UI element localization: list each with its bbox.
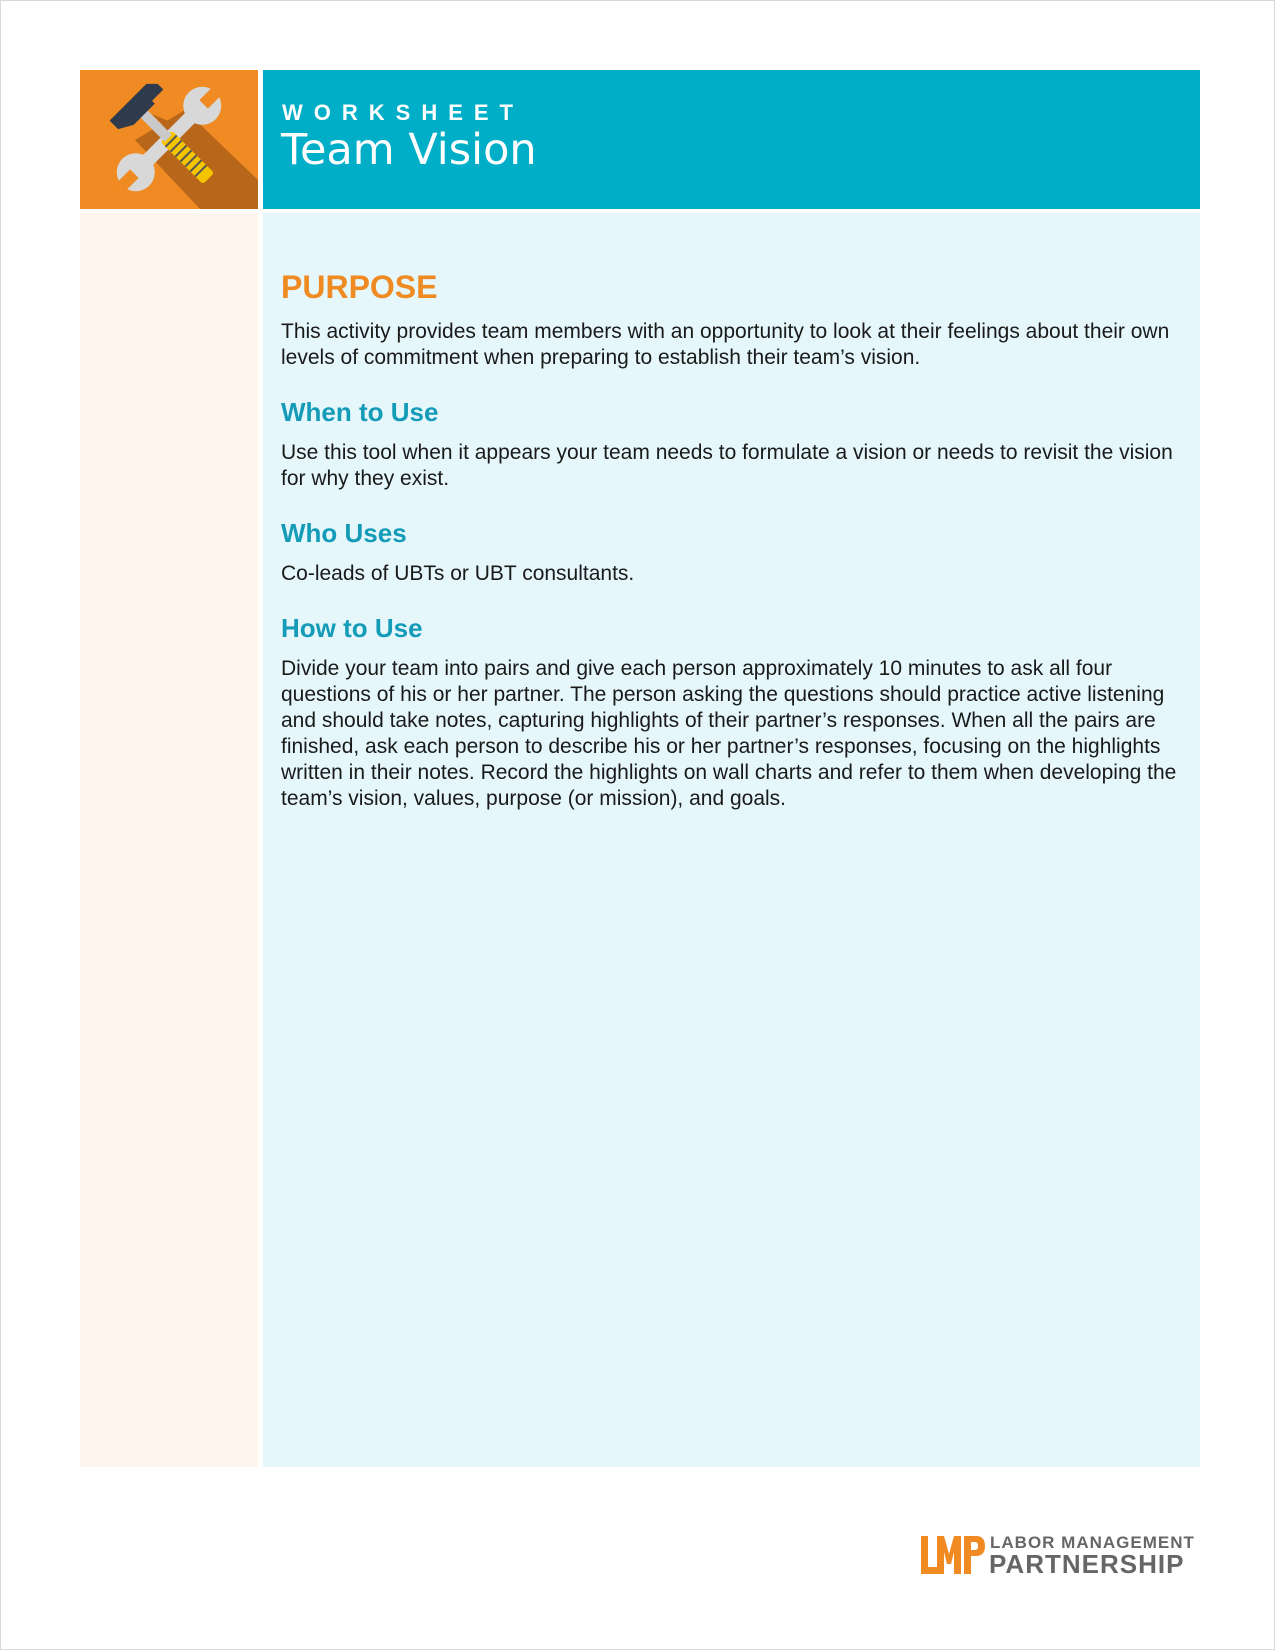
main-content-panel	[263, 213, 1200, 1467]
how-to-use-text: Divide your team into pairs and give each person approximately 10 minutes to ask all four questions of his or her partner. The person asking the questions should practice active listening and should take notes, capturing highlights of their partner’s responses. When all the pairs are finished, ask each person to describe his or her partner’s responses, focusing on the highlights written in their notes. Record the highlights on wall charts and refer to them when developing the team’s vision, values, purpose (or mission), and goals.	[281, 657, 1177, 810]
when-to-use-heading: When to Use	[281, 397, 439, 427]
document-type-label: WORKSHEET	[282, 100, 524, 125]
how-to-use-heading: How to Use	[281, 613, 423, 643]
purpose-text: This activity provides team members with an opportunity to look at their feelings about their own levels of commitment when preparing to establish their team’s vision.	[281, 320, 1170, 369]
when-to-use-text: Use this tool when it appears your team needs to formulate a vision or needs to revisit the vision for why they exist.	[281, 441, 1173, 490]
page-title: Team Vision	[281, 125, 537, 175]
header-band	[263, 70, 1200, 209]
footer-logo	[918, 1533, 1202, 1579]
content-body	[281, 271, 1181, 812]
lmp-logo-mark	[918, 1534, 988, 1576]
left-sidebar-panel	[80, 213, 258, 1467]
who-uses-text: Co-leads of UBTs or UBT consultants.	[281, 562, 635, 585]
tools-icon	[80, 70, 258, 209]
logo-text-line1: LABOR MANAGEMENT	[990, 1533, 1195, 1552]
header-icon-box	[80, 70, 258, 209]
purpose-heading: PURPOSE	[281, 269, 438, 305]
who-uses-heading: Who Uses	[281, 518, 407, 548]
logo-text-line2: PARTNERSHIP	[989, 1549, 1185, 1579]
